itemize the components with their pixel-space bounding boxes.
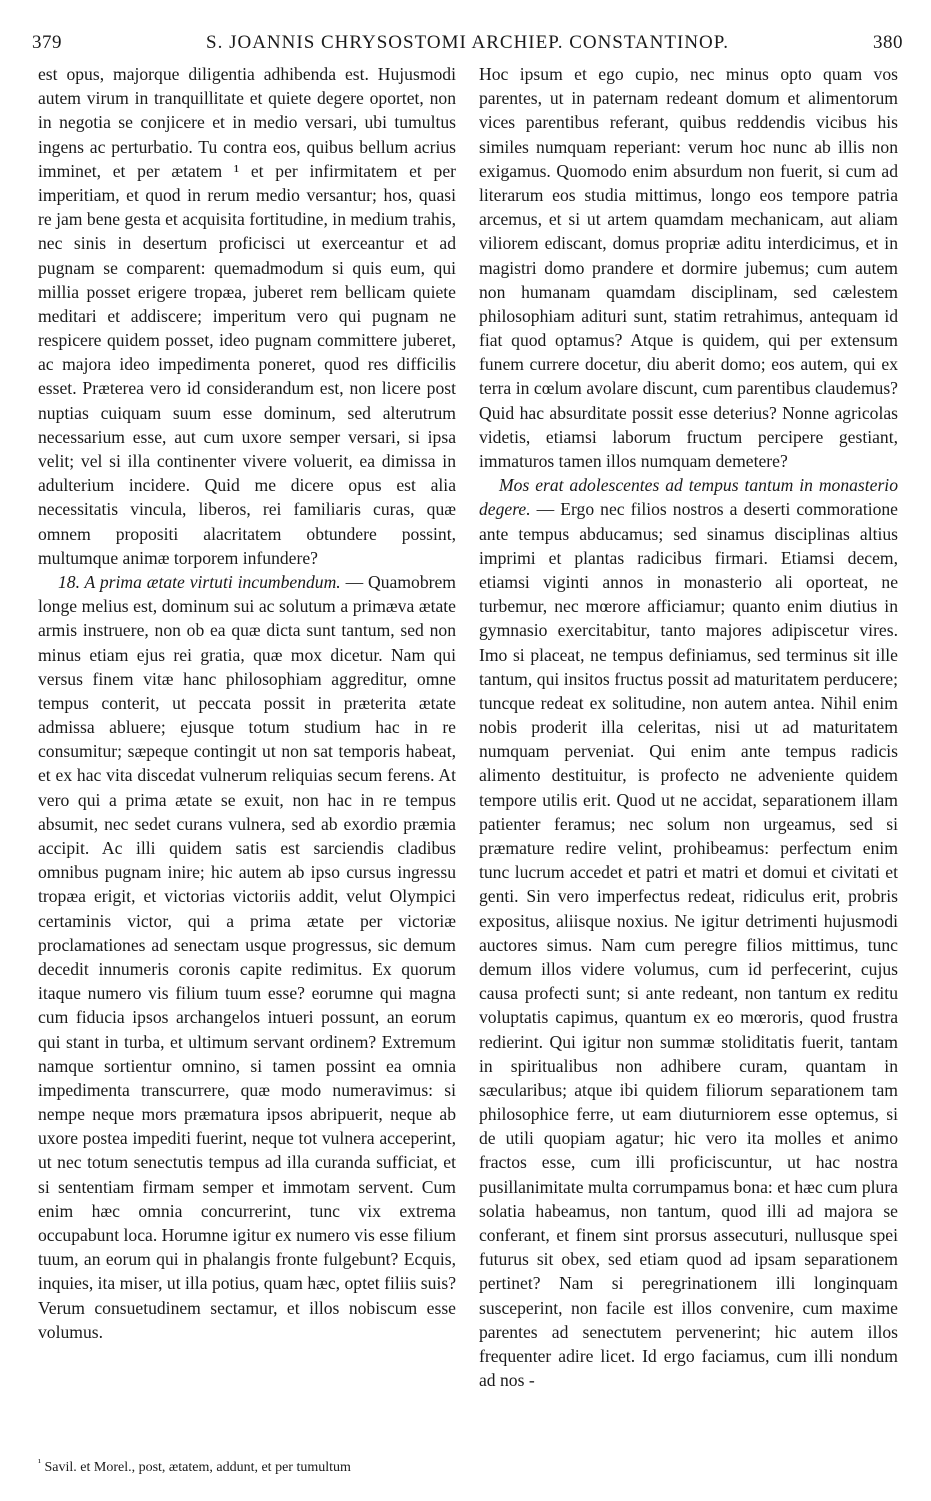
running-title: S. JOANNIS CHRYSOSTOMI ARCHIEP. CONSTANTINOP. [206, 32, 729, 53]
paragraph [38, 570, 456, 1344]
paragraph-text: — Quamobrem longe melius est, dominum sui ac solutum a primæva ætate armis instruere, non ob ea quæ dicta sunt tantum, sed non minus etiam ejus rei gratia, quæ mox dicetur. Nam qui versus finem vitæ hanc philosophiam aggreditur, omne tempus conterit, ut peccata possit in præterita ætate admissa abluere; ejusque totum studium hac in re consumitur; sæpeque contingit ut non sat temporis habeat, et ex hac vita discedat vulnerum reliquias secum ferens. At vero qui a prima ætate se exuit, non hac in re tempus absumit, nec sedet curans vulnera, sed ab exordio præmia accipit. Ac illi quidem satis est sarciendis cladibus omnibus pugnam inire; hic autem ab ipso cursus ingressu tropæa erigit, et victorias victoriis addit, velut Olympici certaminis victor, qui a prima ætate per victoriæ proclamationes ad senectam usque progressus, sic demum decedit innumeris coronis capite redimitus. Ex quorum itaque numero vis filium tuum esse? eorumne qui magna cum fiducia ipsos archangelos intueri possunt, an eorum qui stant in turba, et ultimum servant ordinem? Extremum namque sortientur omnino, si tamen possint ea omnia impedimenta transcurrere, quæ modo numeravimus: si nempe neque mors præmatura ipsos abripuerit, neque ab uxore postea impediti fuerint, neque tot vulnera acceperint, ut nec totum senectutis tempus ad illa curanda sufficiat, et si sententiam firmam semper et immotam servent. Cum enim hæc omnia concurrerint, tunc vix extrema occupabunt loca. Horumne igitur ex numero vis esse filium tuum, an eorum qui in phalangis fronte fulgebunt? Ecquis, inquies, ita miser, ut illa potius, quam hæc, optet filiis suis? Verum consuetudinem sectamur, et illos nobiscum esse volumus. [38, 571, 456, 1342]
page-number-right: 380 [873, 32, 903, 53]
footnote-mark: ¹ [38, 1459, 41, 1469]
page-number-left: 379 [32, 32, 62, 53]
running-header [32, 30, 903, 56]
paragraph: est opus, majorque diligentia adhibenda est. Hujusmodi autem virum in tranquillitate et quiete degere oportet, non in negotia se conjicere et in medio versari, ubi tumultus ingens ac perturbatio. Tu contra eos, quibus bellum acrius imminet, et per ætatem ¹ et per infirmitatem et per imperitiam, et quod in rerum medio versantur; hos, quasi re jam bene gesta et acquisita fortitudine, in medium trahis, nec sinis in desertum proficisci ut exerceantur et ad pugnam se comparent: quemadmodum si quis eum, qui millia posset erigere tropæa, juberet rem bellicam quiete meditari et addiscere; imperitum vero qui pugnam ne respicere quidem posset, ideo pugnam committere juberet, ac majora ideo impedimenta poneret, quod res difficilis esset. Præterea vero id considerandum est, non licere post nuptias cuiquam suum esse dominum, sed alterutrum necessarium esse, aut cum uxore semper versari, si ipsa velit; vel si illa continenter vivere voluerit, ea dimissa in adulterium incidere. Quid me dicere opus est alia necessitatis vincula, liberos, rei familiaris curas, quæ omnem propositi alacritatem obtundere possint, multumque animæ torporem infundere? [38, 64, 456, 568]
footnote [38, 1459, 456, 1477]
section-heading: 18. A prima ætate virtuti incumbendum. [58, 571, 341, 592]
left-column [38, 62, 456, 1344]
footnote-text: Savil. et Morel., post, ætatem, addunt, et per tumultum [41, 1460, 351, 1475]
paragraph: Hoc ipsum et ego cupio, nec minus opto quam vos parentes, ut in paternam redeant domum et alimentorum vices parentibus referant, quibus reddendis vicibus his similes numquam reperiant: verum hoc nunc ab illis non exigamus. Quomodo enim absurdum non fuerit, si cum ad literarum eos studia mittimus, longo eos tempore patria arcemus, et si ut artem quamdam mechanicam, aut aliam viliorem ediscant, domus propriæ aditu interdicimus, et in magistri domo prandere et dormire jubemus; cum autem non humanam quamdam disciplinam, sed cælestem philosophiam adituri sunt, statim retrahimus, antequam id fiat quod optamus? Atque is quidem, qui per extensum funem currere docetur, diu aberit domo; eos autem, qui ex terra in cœlum avolare discunt, cum parentibus claudemus? Quid hac absurditate possit esse deterius? Nonne agricolas videtis, etiamsi laborum fructum percipere gestiant, immaturos tamen illos numquam demetere? [479, 64, 898, 471]
paragraph-text: — Ergo nec filios nostros a deserti commoratione ante tempus abducamus; sed sinamus disciplinas altius imprimi et plantas radicibus firmari. Etiamsi decem, etiamsi viginti annos in monasterio ali oporteat, ne turbemur, nec mœrore afficiamur; quanto enim diutius in gymnasio exercitabitur, tanto majores adipiscetur vires. Imo si placeat, ne tempus definiamus, sed terminus sit ille tantum, qui insitos fructus possit ad maturitatem perducere; tuncque redeat ex solitudine, non autem antea. Nihil enim nobis proderit illa celeritas, nisi ut ad maturitatem numquam perveniat. Qui enim ante tempus radicis alimento destituitur, is profecto ne adveniente quidem tempore utilis erit. Quod ut ne accidat, separationem illam patienter feramus; nec solum non urgeamus, sed si præmature redire velint, prohibeamus: perfectum enim tunc lucrum accedet et patri et matri et domui et civitati et genti. Sin vero imperfectus redeat, ridiculus erit, probris expositus, aliisque noxius. Ne igitur detrimenti hujusmodi auctores simus. Nam cum peregre filios mittimus, tunc demum illos videre volumus, cum id perfecerint, cujus causa profecti sunt; si ante redeant, non tantum ex reditu voluptatis capimus, quantum ex eo mœroris, quod frustra redierint. Qui igitur non summæ stoliditatis fuerit, tantam in spiritualibus non adhibere curam, quantam in sæcularibus; atque ibi quidem filiorum separationem tam philosophice ferre, ut eam diuturniorem esse optemus, si de utili quopiam agatur; hic vero ita molles et animo fractos esse, cum illi proficiscuntur, ut hac nostra pusillanimitate multa corrumpamus bona: et hæc cum plura solatia habeamus, non tantum, quod illi ad majora se conferant, et finem sint prorsus assecuturi, nullusque spei futurus sit obex, sed etiam quod ad ipsam separationem pertinet? Nam si peregrinationem illi longinquam susceperint, non facile est illos convenire, cum maxime parentes ad senectutem pervenerint; hic autem illos frequenter adire licet. Id ergo faciamus, cum illi nondum ad nos - [479, 499, 898, 1391]
paragraph [479, 473, 898, 1392]
section-heading: Mos erat adolescentes ad tempus tantum in monasterio degere. [479, 475, 898, 520]
right-column [479, 62, 898, 1392]
